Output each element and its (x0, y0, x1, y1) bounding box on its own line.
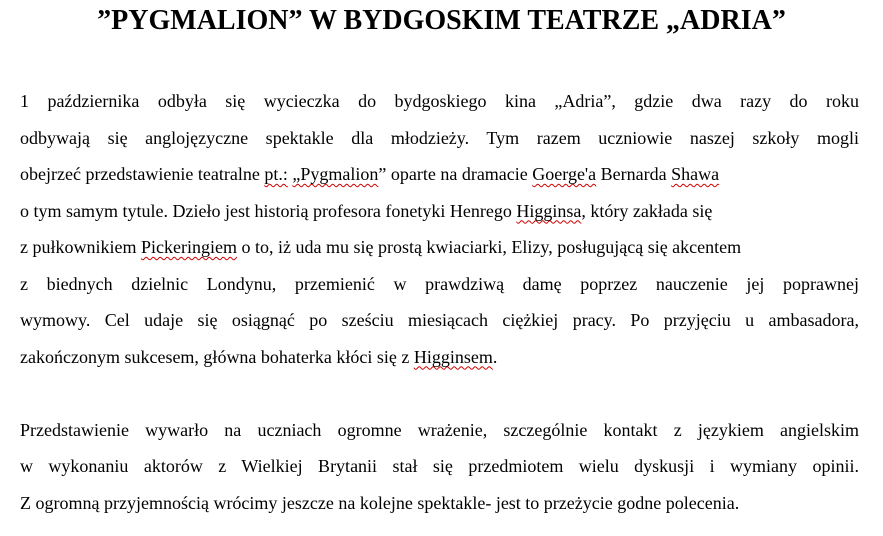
spellcheck-flagged-word: Shawa (671, 164, 720, 184)
text-run: . (492, 346, 498, 367)
text-line (20, 309, 859, 331)
spellcheck-flagged-word: Goerge'a (532, 164, 597, 184)
text-run: Bernarda (596, 164, 672, 184)
text-run: Przedstawienie wywarło na uczniach ogromne wrażenie, szczególnie kontakt z językiem angielskim (20, 419, 859, 440)
text-run: wymowy. Cel udaje się osiągnąć po sześciu miesiącach ciężkiej pracy. Po przyjęciu u ambasadora, (20, 310, 859, 330)
text-run: odbywają się anglojęzyczne spektakle dla młodzieży. Tym razem uczniowie naszej szkoły mogli (20, 127, 859, 148)
spellcheck-flagged-word: Higginsem (413, 346, 493, 367)
text-run: o to, iż uda mu się prostą kwiaciarki, Elizy, posługującą się akcentem (236, 237, 742, 257)
text-line (20, 236, 741, 258)
text-run: Z ogromną przyjemnością wrócimy jeszcze na kolejne spektakle- jest to przeżycie godne polecenia. (20, 492, 740, 513)
spellcheck-flagged-word: Pickeringiem (140, 237, 237, 257)
spellcheck-flagged-word: Higginsa (516, 200, 582, 221)
text-run: , który zakłada się (581, 200, 713, 221)
text-run: 1 października odbyła się wycieczka do bydgoskiego kina „Adria”, gdzie dwa razy do roku (20, 91, 859, 111)
text-run: obejrzeć przedstawienie teatralne (20, 164, 265, 184)
text-run: ” oparte na dramacie (378, 164, 533, 184)
text-line (20, 127, 859, 149)
text-run: z pułkownikiem (20, 237, 141, 257)
text-run: zakończonym sukcesem, główna bohaterka kłóci się z (20, 346, 414, 367)
text-run: w wykonaniu aktorów z Wielkiej Brytanii stał się przedmiotem wielu dyskusji i wymiany opinii. (20, 456, 859, 476)
text-line (20, 90, 859, 112)
text-line (20, 200, 712, 222)
text-line (20, 346, 497, 368)
text-run: o tym samym tytule. Dzieło jest historią profesora fonetyki Henrego (20, 200, 517, 221)
text-line (20, 455, 859, 477)
spellcheck-flagged-word: pt.: (264, 164, 288, 184)
text-line (20, 419, 859, 441)
text-run: z biednych dzielnic Londynu, przemienić w prawdziwą damę poprzez nauczenie jej poprawnej (20, 273, 859, 294)
text-line (20, 273, 859, 295)
text-line (20, 163, 719, 185)
spellcheck-flagged-word: „Pygmalion (292, 164, 379, 184)
document-title: ”PYGMALION” W BYDGOSKIM TEATRZE „ADRIA” (97, 5, 786, 36)
text-line (20, 492, 739, 514)
